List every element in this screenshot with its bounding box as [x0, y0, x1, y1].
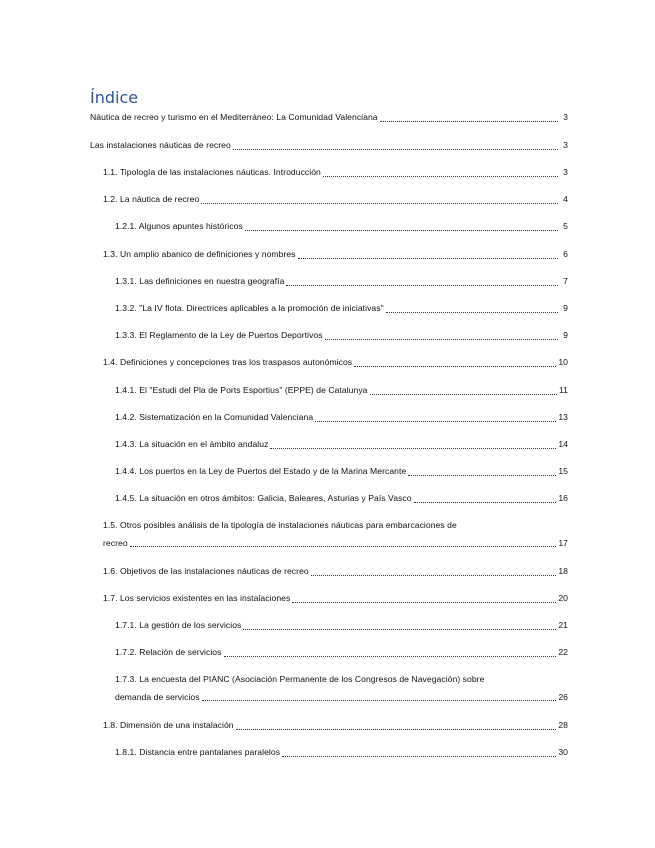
- toc-entry-page: 3: [563, 167, 568, 177]
- dot-leader: [243, 629, 556, 630]
- dot-leader: [286, 285, 558, 286]
- toc-entry[interactable]: [115, 438, 568, 452]
- toc-entry[interactable]: [115, 646, 568, 660]
- toc-entry-text: 1.3.3. El Reglamento de la Ley de Puertos Deportivos: [115, 330, 323, 340]
- toc-entry-page: 18: [558, 566, 568, 576]
- toc-entry[interactable]: [103, 248, 568, 262]
- toc-entry-text: 1.6. Objetivos de las instalaciones náuticas de recreo: [103, 566, 309, 576]
- toc-entry-text: 1.2. La náutica de recreo: [103, 194, 200, 204]
- dot-leader: [408, 475, 556, 476]
- toc-entry[interactable]: [103, 519, 568, 550]
- toc-entry-page: 26: [558, 691, 568, 702]
- dot-leader: [292, 602, 556, 603]
- dot-leader: [311, 575, 557, 576]
- toc-entry[interactable]: [90, 139, 568, 153]
- toc-entry-text: 1.8. Dimensión de una instalación: [103, 720, 234, 730]
- toc-entry-page: 3: [563, 112, 568, 122]
- dot-leader: [414, 502, 557, 503]
- toc-entry[interactable]: [115, 302, 568, 316]
- toc-entry[interactable]: [115, 220, 568, 234]
- toc-entry[interactable]: [115, 384, 568, 398]
- toc-entry[interactable]: [103, 356, 568, 370]
- toc-entry[interactable]: [90, 111, 568, 125]
- toc-title: Índice: [90, 88, 139, 107]
- toc-entry-text-continued: demanda de servicios: [115, 691, 200, 702]
- dot-leader: [224, 656, 557, 657]
- toc-entry-text: 1.7.3. La encuesta del PIANC (Asociación Permanente de los Congresos de Navegación) sobre: [115, 674, 485, 684]
- toc-entry-text: 1.3.1. Las definiciones en nuestra geografía: [115, 276, 285, 286]
- toc-entry-page: 28: [558, 720, 568, 730]
- toc-entry[interactable]: [115, 411, 568, 425]
- toc-entry-page: 9: [563, 303, 568, 313]
- toc-entry[interactable]: [115, 329, 568, 343]
- toc-entry-page: 16: [558, 493, 568, 503]
- toc-entry-text: 1.5. Otros posibles análisis de la tipología de instalaciones náuticas para embarcaciones de: [103, 520, 457, 530]
- toc-entry[interactable]: [115, 673, 568, 704]
- toc-entry-text: 1.4.2. Sistematización en la Comunidad Valenciana: [115, 412, 314, 422]
- toc-entry-page: 3: [563, 140, 568, 150]
- toc-entry[interactable]: [115, 275, 568, 289]
- toc-entry[interactable]: [115, 619, 568, 633]
- toc-entry-text: 1.8.1. Distancia entre pantalanes paralelos: [115, 747, 281, 757]
- toc-entry-page: 21: [558, 620, 568, 630]
- dot-leader: [130, 546, 557, 547]
- dot-leader: [202, 700, 557, 701]
- toc-entry[interactable]: [115, 465, 568, 479]
- toc-entry-page: 6: [563, 249, 568, 259]
- dot-leader: [325, 339, 558, 340]
- toc-entry-text: 1.4. Definiciones y concepciones tras los traspasos autonómicos: [103, 357, 353, 367]
- toc-entry-text: 1.4.3. La situación en el ámbito andaluz: [115, 439, 269, 449]
- toc-entry[interactable]: [103, 193, 568, 207]
- dot-leader: [236, 729, 557, 730]
- toc-entry[interactable]: [103, 166, 568, 180]
- toc-entry-text: 1.3.2. "La IV flota. Directrices aplicables a la promoción de iniciativas": [115, 303, 384, 313]
- toc-entry-page: 10: [558, 357, 568, 367]
- toc-entry-page: 20: [558, 593, 568, 603]
- toc-entry[interactable]: [103, 565, 568, 579]
- toc-entry-text: 1.7. Los servicios existentes en las instalaciones: [103, 593, 291, 603]
- toc-entry-page: 30: [558, 747, 568, 757]
- dot-leader: [370, 394, 557, 395]
- toc-entry-page: 14: [558, 439, 568, 449]
- toc-entry-page: 17: [558, 537, 568, 548]
- toc-entry-text: 1.2.1. Algunos apuntes históricos: [115, 221, 243, 231]
- toc-entry[interactable]: [103, 719, 568, 733]
- dot-leader: [386, 312, 558, 313]
- toc-entry-text: 1.1. Tipología de las instalaciones náuticas. Introducción: [103, 167, 321, 177]
- toc-entry-text: Náutica de recreo y turismo en el Mediterráneo: La Comunidad Valenciana: [90, 112, 378, 122]
- toc-entry-text: 1.3. Un amplio abanico de definiciones y nombres: [103, 249, 296, 259]
- dot-leader: [323, 176, 558, 177]
- toc-entry-page: 22: [558, 647, 568, 657]
- toc-entry-page: 13: [558, 412, 568, 422]
- toc-entry-text: 1.4.1. El "Estudi del Pla de Ports Esportius" (EPPE) de Catalunya: [115, 385, 368, 395]
- toc-entry-page: 7: [563, 276, 568, 286]
- toc-entry-text: 1.4.4. Los puertos en la Ley de Puertos del Estado y de la Marina Mercante: [115, 466, 407, 476]
- dot-leader: [298, 258, 558, 259]
- toc-entry-text: 1.7.1. La gestión de los servicios: [115, 620, 242, 630]
- toc-entry-text-continued: recreo: [103, 537, 128, 548]
- toc-entry[interactable]: [115, 492, 568, 506]
- dot-leader: [282, 756, 556, 757]
- toc-entry[interactable]: [115, 746, 568, 760]
- dot-leader: [380, 121, 558, 122]
- toc-entry[interactable]: [103, 592, 568, 606]
- toc-entry-text: Las instalaciones náuticas de recreo: [90, 140, 231, 150]
- toc-entry-text: 1.7.2. Relación de servicios: [115, 647, 222, 657]
- dot-leader: [315, 421, 556, 422]
- toc-entry-page: 15: [558, 466, 568, 476]
- dot-leader: [245, 230, 558, 231]
- toc-entry-text: 1.4.5. La situación en otros ámbitos: Galicia, Baleares, Asturias y País Vasco: [115, 493, 412, 503]
- dot-leader: [201, 203, 558, 204]
- dot-leader: [270, 448, 556, 449]
- toc-entry-page: 5: [563, 221, 568, 231]
- toc-entry-page: 4: [563, 194, 568, 204]
- dot-leader: [233, 149, 558, 150]
- toc-entry-page: 9: [563, 330, 568, 340]
- toc-entry-page: 11: [558, 385, 568, 395]
- dot-leader: [354, 366, 556, 367]
